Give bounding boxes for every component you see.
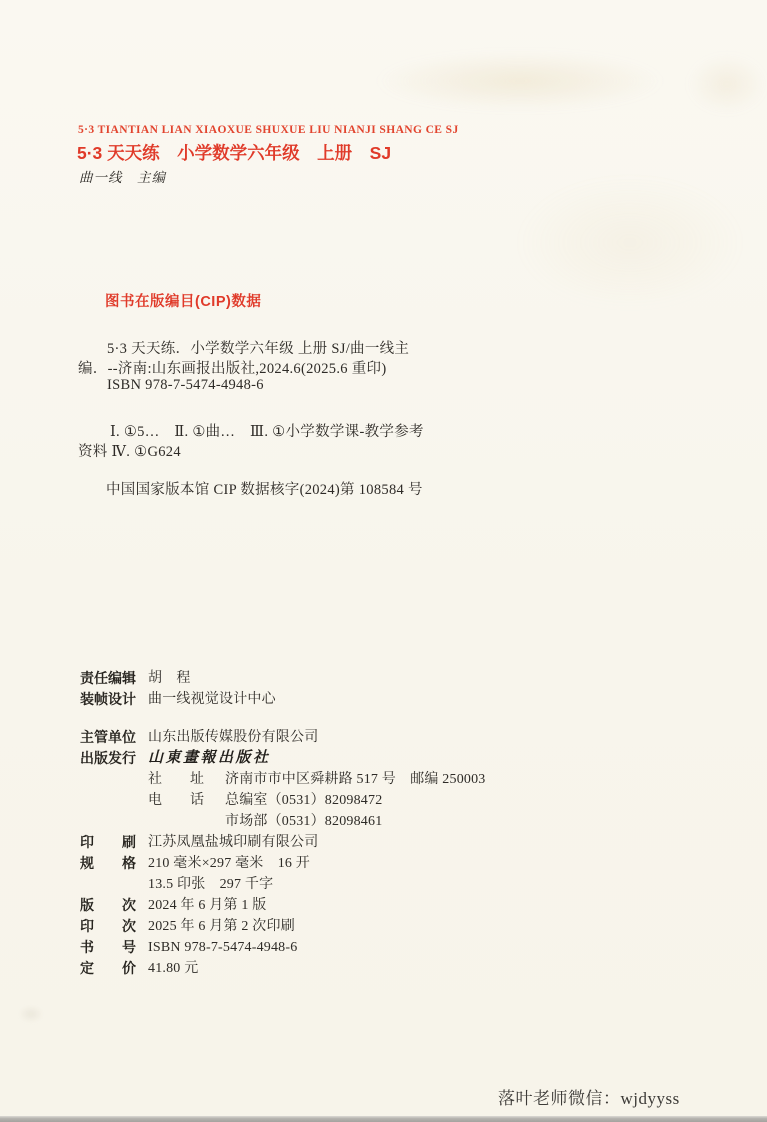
scan-bottom-edge <box>0 1116 767 1122</box>
colophon-label <box>80 874 148 895</box>
colophon-row <box>80 832 700 853</box>
colophon-sublabel: 电 话 <box>148 793 204 808</box>
colophon-row <box>80 958 700 979</box>
colophon-row <box>80 916 700 937</box>
colophon-label: 规 格 <box>80 855 136 871</box>
series-title-pinyin: 5·3 TIANTIAN LIAN XIAOXUE SHUXUE LIU NIANJI SHANG CE SJ <box>78 124 459 136</box>
colophon-value: 总编室（0531）82098472 <box>225 793 383 808</box>
page-bleedthrough-ghost <box>375 52 665 110</box>
colophon-value: 济南市市中区舜耕路 517 号 邮编 250003 <box>225 772 486 787</box>
colophon-value: 13.5 印张 297 千字 <box>148 877 274 892</box>
publisher-logo-script: 山東畫報出版社 <box>148 750 271 766</box>
cip-description-line1: 5·3 天天练．小学数学六年级 上册 SJ/曲一线主 <box>107 341 410 357</box>
colophon-sublabel <box>148 811 225 832</box>
colophon-value: 胡 程 <box>148 671 191 686</box>
colophon-row <box>80 727 700 748</box>
seller-watermark: 落叶老师微信：wjdyyss <box>498 1089 680 1108</box>
book-title: 5·3 天天练 小学数学六年级 上册 SJ <box>77 143 392 163</box>
colophon-label: 装帧设计 <box>80 691 136 707</box>
cip-classification-line1: Ⅰ. ①5… Ⅱ. ①曲… Ⅲ. ①小学数学课-教学参考 <box>110 424 424 440</box>
colophon-row <box>80 668 700 689</box>
cip-heading: 图书在版编目(CIP)数据 <box>105 294 262 310</box>
page-bleedthrough-ghost <box>515 175 745 310</box>
colophon-value: 市场部（0531）82098461 <box>225 814 383 829</box>
cip-record-number: 中国国家版本馆 CIP 数据核字(2024)第 108584 号 <box>106 482 423 498</box>
colophon-row <box>80 874 700 895</box>
colophon-value: 曲一线视觉设计中心 <box>148 692 276 707</box>
colophon-row <box>80 895 700 916</box>
colophon-label <box>80 790 148 811</box>
colophon-row <box>80 748 700 769</box>
colophon-block <box>80 668 700 979</box>
colophon-value: 江苏凤凰盐城印刷有限公司 <box>148 835 319 850</box>
colophon-label: 印 次 <box>80 918 136 934</box>
scan-speck <box>18 1005 44 1023</box>
colophon-label: 出版发行 <box>80 750 136 766</box>
colophon-value: 2024 年 6 月第 1 版 <box>148 898 267 913</box>
colophon-row <box>80 790 700 811</box>
colophon-value: 2025 年 6 月第 2 次印刷 <box>148 919 295 934</box>
colophon-label <box>80 769 148 790</box>
colophon-row <box>80 689 700 710</box>
colophon-sublabel: 社 址 <box>148 772 204 787</box>
cip-description-line2: 编．--济南:山东画报出版社,2024.6(2025.6 重印) <box>78 361 387 377</box>
cip-classification-line2: 资料 Ⅳ. ①G624 <box>78 444 181 460</box>
colophon-value: 41.80 元 <box>148 961 199 976</box>
colophon-label: 书 号 <box>80 939 136 955</box>
page-bleedthrough-ghost <box>688 55 766 113</box>
colophon-value: 210 毫米×297 毫米 16 开 <box>148 856 310 871</box>
colophon-row <box>80 769 700 790</box>
colophon-label: 版 次 <box>80 897 136 913</box>
cip-isbn: ISBN 978-7-5474-4948-6 <box>107 377 264 393</box>
colophon-row <box>80 853 700 874</box>
colophon-label: 主管单位 <box>80 729 136 745</box>
colophon-label: 印 刷 <box>80 834 136 850</box>
colophon-row <box>80 937 700 958</box>
colophon-value: ISBN 978-7-5474-4948-6 <box>148 940 298 955</box>
colophon-label: 责任编辑 <box>80 670 136 686</box>
colophon-row <box>80 811 700 832</box>
colophon-label <box>80 811 148 832</box>
book-author: 曲一线 主编 <box>79 170 166 185</box>
colophon-label: 定 价 <box>80 960 136 976</box>
colophon-value: 山东出版传媒股份有限公司 <box>148 730 319 745</box>
